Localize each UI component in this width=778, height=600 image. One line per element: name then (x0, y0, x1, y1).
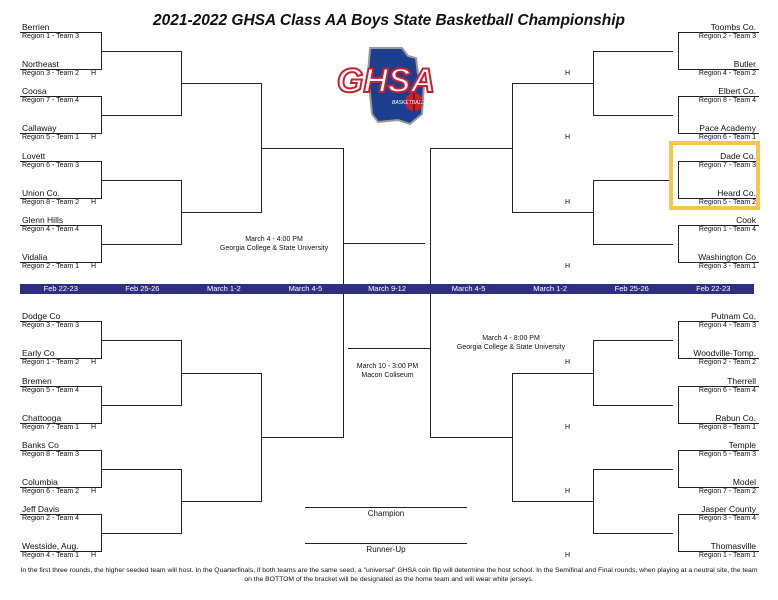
team-slot (558, 440, 758, 464)
footer-note: In the first three rounds, the higher seeded team will host. In the Quarterfinals, if both teams are the same seed, a "universal" GHSA coin flip will determine the host school. In the Semifinal and Final rounds, when playing at a neutral site, the team on the BOTTOM of the bracket will be designated as the home team and will wear white jerseys. (20, 567, 758, 583)
round2-line (101, 533, 181, 534)
team-name: Putnam Co. (711, 311, 756, 321)
team-line (678, 423, 759, 424)
team-line (20, 551, 101, 552)
team-name: Jasper County (701, 504, 756, 514)
home-marker: H (91, 134, 97, 141)
team-line (678, 225, 759, 226)
home-marker: H (565, 70, 571, 77)
round3-line (512, 501, 593, 502)
semifinal-left-venue: Georgia College & State University (219, 245, 329, 252)
team-slot (20, 188, 220, 212)
team-name: Elbert Co. (718, 86, 756, 96)
team-line (678, 358, 759, 359)
team-line (20, 96, 101, 97)
team-region: Region 5 - Team 4 (22, 387, 80, 394)
round3-line (512, 83, 593, 84)
round-date: Feb 25-26 (125, 284, 160, 293)
round-dates-bar (20, 284, 754, 294)
match-connector (678, 321, 679, 359)
round2-line (593, 405, 673, 406)
team-region: Region 2 - Team 2 (698, 359, 756, 366)
team-slot (20, 504, 220, 528)
team-region: Region 2 - Team 3 (698, 33, 756, 40)
round2-line (593, 51, 673, 52)
ghsa-logo (318, 44, 454, 130)
round2-line (593, 340, 673, 341)
team-line (20, 133, 101, 134)
team-slot (558, 504, 758, 528)
team-region: Region 2 - Team 1 (22, 263, 80, 270)
round3-line (512, 373, 593, 374)
home-marker: H (91, 488, 97, 495)
team-name: Columbia (22, 477, 58, 487)
team-name: Vidalia (22, 252, 48, 262)
team-slot (558, 59, 758, 83)
team-region: Region 7 - Team 2 (698, 488, 756, 495)
team-line (20, 487, 101, 488)
team-region: Region 5 - Team 3 (698, 451, 756, 458)
home-marker: H (91, 552, 97, 559)
team-slot (20, 348, 220, 372)
team-line (20, 450, 101, 451)
round2-line (101, 244, 181, 245)
team-slot (558, 376, 758, 400)
team-slot (20, 311, 220, 335)
team-line (678, 514, 759, 515)
team-line (20, 32, 101, 33)
team-region: Region 8 - Team 2 (22, 199, 80, 206)
team-region: Region 4 - Team 2 (698, 70, 756, 77)
quarter-line (430, 437, 512, 438)
team-name: Dade Co. (720, 151, 756, 161)
team-slot (558, 348, 758, 372)
team-name: Coosa (22, 86, 47, 96)
round-date: Feb 25-26 (614, 284, 649, 293)
round2-line (593, 115, 673, 116)
round3-line (512, 212, 593, 213)
runner-up-line (305, 543, 467, 544)
team-region: Region 6 - Team 2 (22, 488, 80, 495)
team-name: Model (732, 477, 756, 487)
round3-line (181, 212, 262, 213)
team-line (20, 514, 101, 515)
team-name: Bremen (22, 376, 52, 386)
quarter-line (261, 148, 343, 149)
home-marker: H (565, 134, 571, 141)
team-region: Region 4 - Team 4 (22, 226, 80, 233)
team-slot (20, 22, 220, 46)
final-venue: Macon Coliseum (361, 372, 414, 379)
home-marker: H (91, 424, 97, 431)
home-marker: H (91, 70, 97, 77)
team-name: Washington Co (698, 252, 756, 262)
team-line (20, 161, 101, 162)
match-connector (678, 96, 679, 134)
team-name: Glenn Hills (22, 215, 64, 225)
quarter-line (261, 437, 343, 438)
team-slot (558, 86, 758, 110)
team-region: Region 8 - Team 4 (698, 97, 756, 104)
team-line (678, 133, 759, 134)
team-name: Heard Co. (717, 188, 756, 198)
round2-line (101, 115, 181, 116)
team-line (20, 386, 101, 387)
team-line (20, 262, 101, 263)
match-connector (678, 32, 679, 70)
team-region: Region 3 - Team 2 (22, 70, 80, 77)
team-name: Thomasville (710, 541, 756, 551)
champion-label: Champion (367, 509, 405, 518)
team-region: Region 7 - Team 1 (22, 424, 80, 431)
runner-up-label: Runner-Up (366, 545, 406, 554)
semifinal-right-date: March 4 - 8:00 PM (482, 335, 540, 342)
team-slot (20, 252, 220, 276)
round3-line (181, 83, 262, 84)
team-name: Temple (728, 440, 756, 450)
home-marker: H (91, 263, 97, 270)
team-name: Pace Academy (699, 123, 756, 133)
team-region: Region 6 - Team 1 (698, 134, 756, 141)
round2-line (593, 533, 673, 534)
round3-line (181, 501, 262, 502)
team-region: Region 4 - Team 3 (698, 322, 756, 329)
match-connector (512, 83, 513, 213)
team-region: Region 3 - Team 4 (698, 515, 756, 522)
team-line (20, 358, 101, 359)
round-date: March 9-12 (368, 284, 406, 293)
round2-line (101, 180, 181, 181)
team-region: Region 5 - Team 2 (698, 199, 756, 206)
team-name: Chattooga (22, 413, 62, 423)
home-marker: H (565, 424, 571, 431)
team-region: Region 4 - Team 1 (22, 552, 80, 559)
team-line (678, 551, 759, 552)
round-date: March 1-2 (533, 284, 568, 293)
team-slot (20, 215, 220, 239)
semifinal-right-venue: Georgia College & State University (456, 344, 566, 351)
team-line (678, 321, 759, 322)
team-slot (558, 215, 758, 239)
champion-line (305, 507, 467, 508)
team-name: Butler (733, 59, 756, 69)
team-region: Region 1 - Team 1 (698, 552, 756, 559)
round2-line (593, 469, 673, 470)
team-slot (20, 477, 220, 501)
team-region: Region 6 - Team 3 (22, 162, 80, 169)
team-line (20, 423, 101, 424)
team-region: Region 1 - Team 3 (22, 33, 80, 40)
team-name: Callaway (22, 123, 57, 133)
match-connector (678, 514, 679, 552)
team-slot (558, 413, 758, 437)
match-connector (593, 340, 594, 406)
round2-line (593, 180, 673, 181)
semifinal-left-line (343, 243, 425, 244)
home-marker: H (565, 263, 571, 270)
team-line (678, 32, 759, 33)
team-name: Berrien (22, 22, 50, 32)
team-slot (20, 86, 220, 110)
home-marker: H (91, 359, 97, 366)
team-line (678, 487, 759, 488)
semifinal-right-info (436, 334, 586, 352)
team-region: Region 7 - Team 3 (698, 162, 756, 169)
team-name: Westside, Aug. (22, 541, 79, 551)
match-connector (593, 51, 594, 116)
svg-text:BASKETBALL: BASKETBALL (392, 100, 424, 106)
team-line (678, 69, 759, 70)
team-name: Banks Co (22, 440, 59, 450)
team-slot (20, 151, 220, 175)
home-marker: H (565, 488, 571, 495)
team-name: Early Co (22, 348, 55, 358)
team-region: Region 3 - Team 1 (698, 263, 756, 270)
team-name: Northeast (22, 59, 59, 69)
team-name: Jeff Davis (22, 504, 60, 514)
team-slot (558, 477, 758, 501)
match-connector (593, 180, 594, 245)
round2-line (593, 244, 673, 245)
home-marker: H (565, 359, 571, 366)
round2-line (101, 340, 181, 341)
team-region: Region 8 - Team 1 (698, 424, 756, 431)
team-slot (558, 311, 758, 335)
team-line (678, 450, 759, 451)
team-slot (20, 59, 220, 83)
team-name: Lovett (22, 151, 46, 161)
final-info (340, 362, 435, 380)
match-connector (593, 469, 594, 534)
match-connector (512, 373, 513, 502)
team-slot (20, 376, 220, 400)
match-connector (678, 450, 679, 488)
round-date: March 4-5 (288, 284, 323, 293)
team-slot (20, 413, 220, 437)
quarter-line (430, 148, 512, 149)
team-slot (20, 123, 220, 147)
team-name: Dodge Co (22, 311, 61, 321)
team-name: Toombs Co. (710, 22, 756, 32)
team-line (20, 198, 101, 199)
match-connector (678, 386, 679, 424)
highlight-box (669, 141, 760, 210)
round-date: Feb 22-23 (43, 284, 78, 293)
round-date: March 1-2 (207, 284, 241, 293)
team-line (20, 321, 101, 322)
semifinal-left-info (200, 235, 348, 253)
team-slot (558, 252, 758, 276)
team-line (20, 225, 101, 226)
semifinal-left-date: March 4 - 4:00 PM (245, 236, 303, 243)
team-region: Region 3 - Team 3 (22, 322, 80, 329)
team-line (20, 69, 101, 70)
team-slot (558, 541, 758, 565)
team-slot (20, 440, 220, 464)
round2-line (101, 51, 181, 52)
round-date: Feb 22-23 (696, 284, 731, 293)
team-line (678, 262, 759, 263)
semifinal-right-line (348, 348, 430, 349)
team-line (678, 386, 759, 387)
round2-line (101, 405, 181, 406)
team-region: Region 7 - Team 4 (22, 97, 80, 104)
round3-line (181, 373, 262, 374)
team-region: Region 8 - Team 3 (22, 451, 80, 458)
team-line (678, 96, 759, 97)
team-name: Rabun Co. (715, 413, 756, 423)
home-marker: H (565, 552, 571, 559)
team-name: Woodville-Tomp. (693, 348, 756, 358)
team-slot (558, 22, 758, 46)
home-marker: H (565, 199, 571, 206)
round2-line (101, 469, 181, 470)
svg-text:GHSA: GHSA (336, 62, 436, 100)
team-region: Region 6 - Team 4 (698, 387, 756, 394)
team-name: Therrell (727, 376, 756, 386)
team-name: Cook (736, 215, 756, 225)
team-region: Region 2 - Team 4 (22, 515, 80, 522)
team-region: Region 1 - Team 4 (698, 226, 756, 233)
team-slot (20, 541, 220, 565)
page-title: 2021-2022 GHSA Class AA Boys State Basketball Championship (152, 12, 626, 29)
round-date: March 4-5 (451, 284, 486, 293)
final-date: March 10 - 3:00 PM (356, 363, 419, 370)
match-connector (678, 225, 679, 263)
team-name: Union Co. (22, 188, 60, 198)
home-marker: H (91, 199, 97, 206)
team-region: Region 1 - Team 2 (22, 359, 80, 366)
team-region: Region 5 - Team 1 (22, 134, 80, 141)
